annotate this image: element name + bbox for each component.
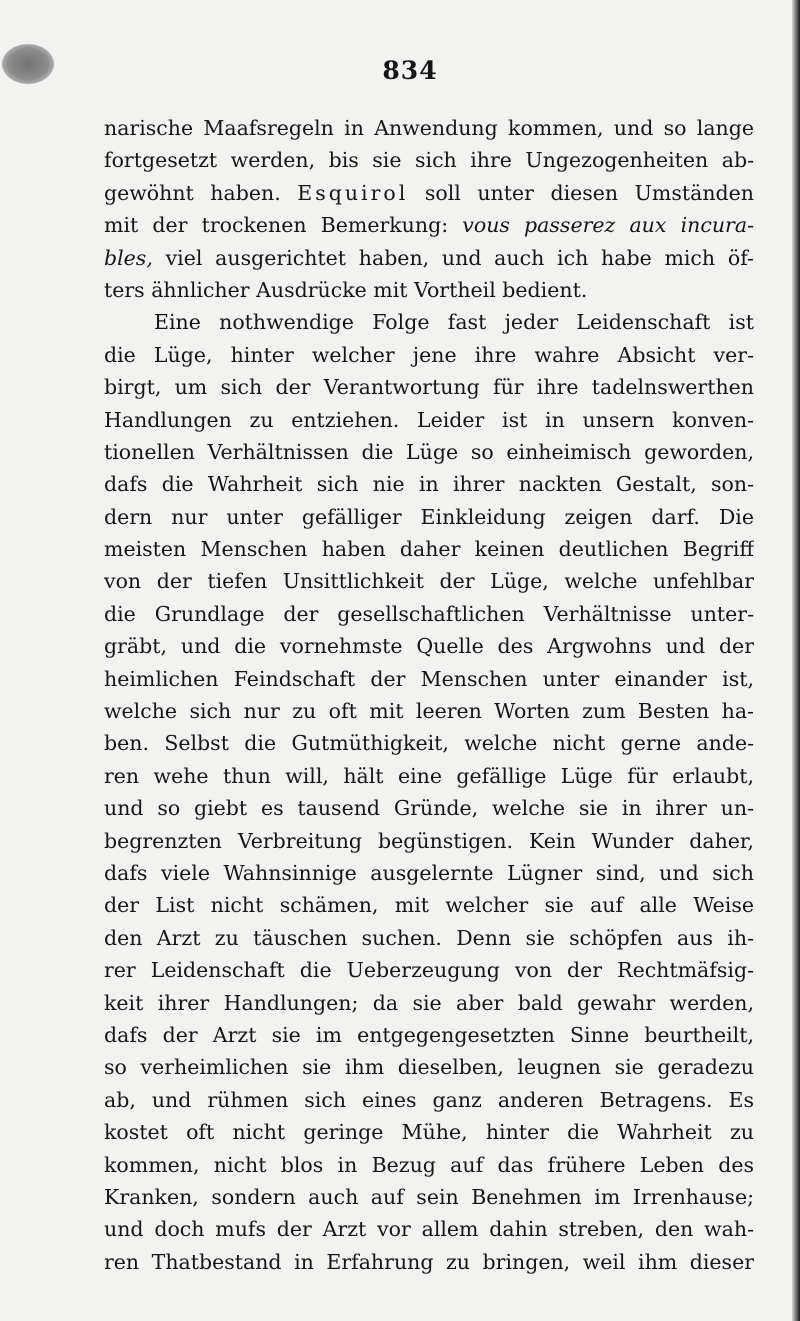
page-number: 834 [382, 56, 438, 85]
text-line: die Lüge, hinter welcher jene ihre wahre Absicht ver- [104, 342, 754, 367]
text-line: Handlungen zu entziehen. Leider ist in unsern konven- [104, 407, 754, 432]
text-line: meisten Menschen haben daher keinen deutlichen Begriff [104, 537, 754, 562]
french-quote: vous passerez aux incura- [462, 213, 754, 238]
text-line: und doch mufs der Arzt vor allem dahin streben, den wah- [104, 1217, 754, 1242]
text-line: ben. Selbst die Gutmüthigkeit, welche nicht gerne ande- [104, 731, 754, 756]
text-line: so verheimlichen sie ihm dieselben, leugnen sie geradezu [104, 1055, 754, 1080]
text-line: begrenzten Verbreitung begünstigen. Kein Wunder daher, [104, 828, 754, 853]
text-line: ren wehe thun will, hält eine gefällige Lüge für erlaubt, [104, 763, 754, 788]
text-line: heimlichen Feindschaft der Menschen unter einander ist, [104, 666, 754, 691]
text-line: und so giebt es tausend Gründe, welche sie in ihrer un- [104, 796, 754, 821]
text-line: kommen, nicht blos in Bezug auf das frühere Leben des [104, 1152, 754, 1177]
text-line: birgt, um sich der Verantwortung für ihre tadelnswerthen [104, 375, 754, 400]
person-name: Esquirol [297, 180, 409, 205]
page-edge [792, 0, 800, 1321]
text-line: dafs der Arzt sie im entgegengesetzten Sinne beurtheilt, [104, 1022, 754, 1047]
text-line: Kranken, sondern auch auf sein Benehmen im Irrenhause; [104, 1184, 754, 1209]
text-line: ters ähnlicher Ausdrücke mit Vortheil bedient. [104, 277, 588, 302]
text-line: welche sich nur zu oft mit leeren Worten zum Besten ha- [104, 699, 754, 724]
text-line: gewöhnt haben. Esquirol soll unter diesen Umständen [104, 180, 754, 205]
text-line: narische Maafsregeln in Anwendung kommen, und so lange [104, 116, 754, 140]
text-line: tionellen Verhältnissen die Lüge so einheimisch geworden, [104, 439, 754, 464]
text-line: den Arzt zu täuschen suchen. Denn sie schöpfen aus ih- [104, 925, 754, 950]
text-line: fortgesetzt werden, bis sie sich ihre Ungezogenheiten ab- [104, 148, 754, 173]
text-line: rer Leidenschaft die Ueberzeugung von der Rechtmäfsig- [104, 958, 754, 983]
french-quote: bles, [104, 245, 153, 270]
text-line: der List nicht schämen, mit welcher sie auf alle Weise [104, 893, 754, 918]
text-line: mit der trockenen Bemerkung: vous passerez aux incura- [104, 213, 754, 238]
text-line: gräbt, und die vornehmste Quelle des Argwohns und der [104, 634, 754, 659]
text-line: Eine nothwendige Folge fast jeder Leidenschaft ist [154, 310, 754, 335]
text-line: ren Thatbestand in Erfahrung zu bringen, weil ihm dieser [104, 1249, 754, 1274]
text-line: dern nur unter gefälliger Einkleidung zeigen darf. Die [104, 504, 754, 529]
text-line: die Grundlage der gesellschaftlichen Verhältnisse unter- [104, 601, 754, 626]
text-line: von der tiefen Unsittlichkeit der Lüge, welche unfehlbar [104, 569, 754, 594]
text-line: keit ihrer Handlungen; da sie aber bald gewahr werden, [104, 990, 754, 1015]
text-line: dafs viele Wahnsinnige ausgelernte Lügner sind, und sich [104, 860, 754, 885]
body-text [104, 112, 754, 1278]
text-line: ab, und rühmen sich eines ganz anderen Betragens. Es [104, 1087, 754, 1112]
text-line: bles, viel ausgerichtet haben, und auch ich habe mich öf- [104, 245, 754, 270]
text-line: kostet oft nicht geringe Mühe, hinter die Wahrheit zu [104, 1120, 754, 1145]
text-line: dafs die Wahrheit sich nie in ihrer nackten Gestalt, son- [104, 472, 754, 497]
